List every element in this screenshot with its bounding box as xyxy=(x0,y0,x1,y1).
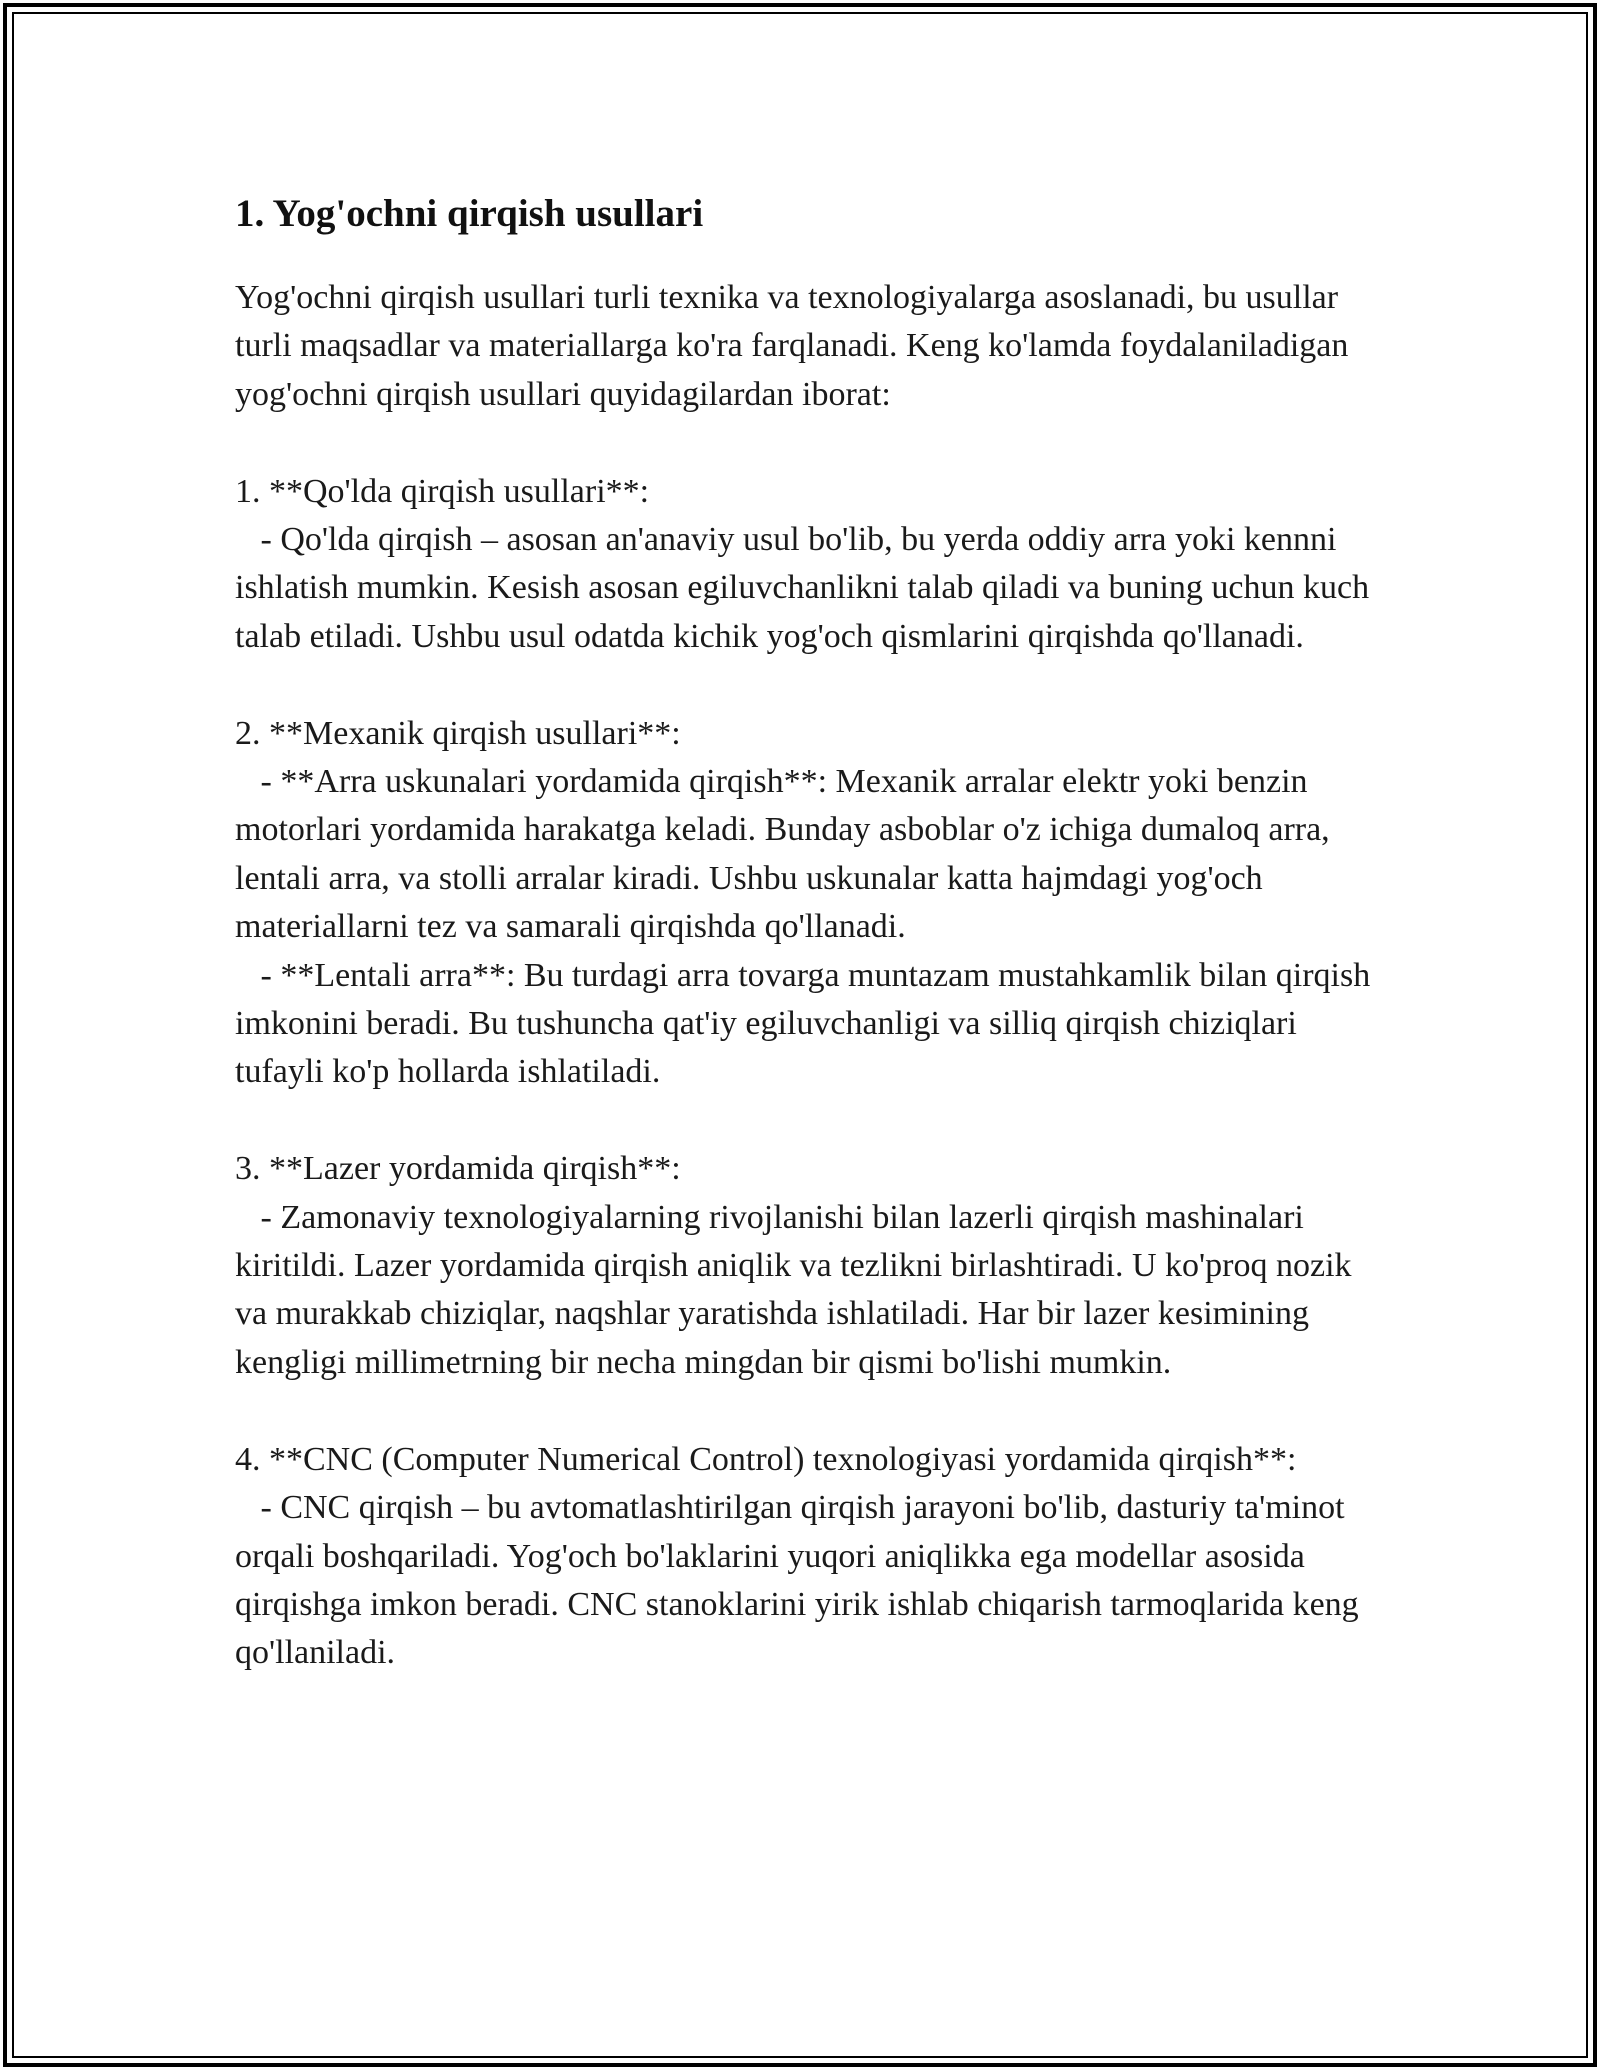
document-body xyxy=(235,185,1385,1678)
cnc-cutting-section: 4. **CNC (Computer Numerical Control) texnologiyasi yordamida qirqish**: - CNC qirqish – bu avtomatlashtirilgan qirqish jarayoni bo'lib, dasturiy ta'minot orqali boshqariladi. Yog'och bo'laklarini yuqori aniqlikka ega modellar asosida qirqishga imkon beradi. CNC stanoklarini yirik ishlab chiqarish tarmoqlarida keng qo'llaniladi. xyxy=(235,1440,1359,1672)
paragraph-gap xyxy=(235,1387,1385,1435)
paragraph-gap xyxy=(235,1097,1385,1145)
manual-cutting-section: 1. **Qo'lda qirqish usullari**: - Qo'lda qirqish – asosan an'anaviy usul bo'lib, bu yerda oddiy arra yoki kennni ishlatish mumkin. Kesish asosan egiluvchanlikni talab qiladi va buning uchun kuch talab etiladi. Ushbu usul odatda kichik yog'och qismlarini qirqishda qo'llanadi. xyxy=(235,472,1370,655)
paragraph-gap xyxy=(235,661,1385,709)
mechanical-cutting-section: 2. **Mexanik qirqish usullari**: - **Arra uskunalari yordamida qirqish**: Mexanik arralar elektr yoki benzin motorlari yordamida harakatga keladi. Bunday asboblar o'z ichiga dumaloq arra, lentali arra, va stolli arralar kiradi. Ushbu uskunalar katta hajmdagi yog'och materiallarni tez va samarali qirqishda qo'llanadi. - **Lentali arra**: Bu turdagi arra tovarga muntazam mustahkamlik bilan qirqish imkonini beradi. Bu tushuncha qat'iy egiluvchanligi va silliq qirqish chiziqlari tufayli ko'p hollarda ishlatiladi. xyxy=(235,714,1371,1091)
paragraph-gap xyxy=(235,419,1385,467)
laser-cutting-section: 3. **Lazer yordamida qirqish**: - Zamonaviy texnologiyalarning rivojlanishi bilan lazerli qirqish mashinalari kiritildi. Lazer yordamida qirqish aniqlik va tezlikni birlashtiradi. U ko'proq nozik va murakkab chiziqlar, naqshlar yaratishda ishlatiladi. Har bir lazer kesimining kengligi millimetrning bir necha mingdan bir qismi bo'lishi mumkin. xyxy=(235,1150,1352,1381)
intro-paragraph: Yog'ochni qirqish usullari turli texnika va texnologiyalarga asoslanadi, bu usullar turli maqsadlar va materiallarga ko'ra farqlanadi. Keng ko'lamda foydalaniladigan yog'ochni qirqish usullari quyidagilardan iborat: xyxy=(235,279,1357,413)
section-heading: 1. Yog'ochni qirqish usullari xyxy=(235,192,704,235)
